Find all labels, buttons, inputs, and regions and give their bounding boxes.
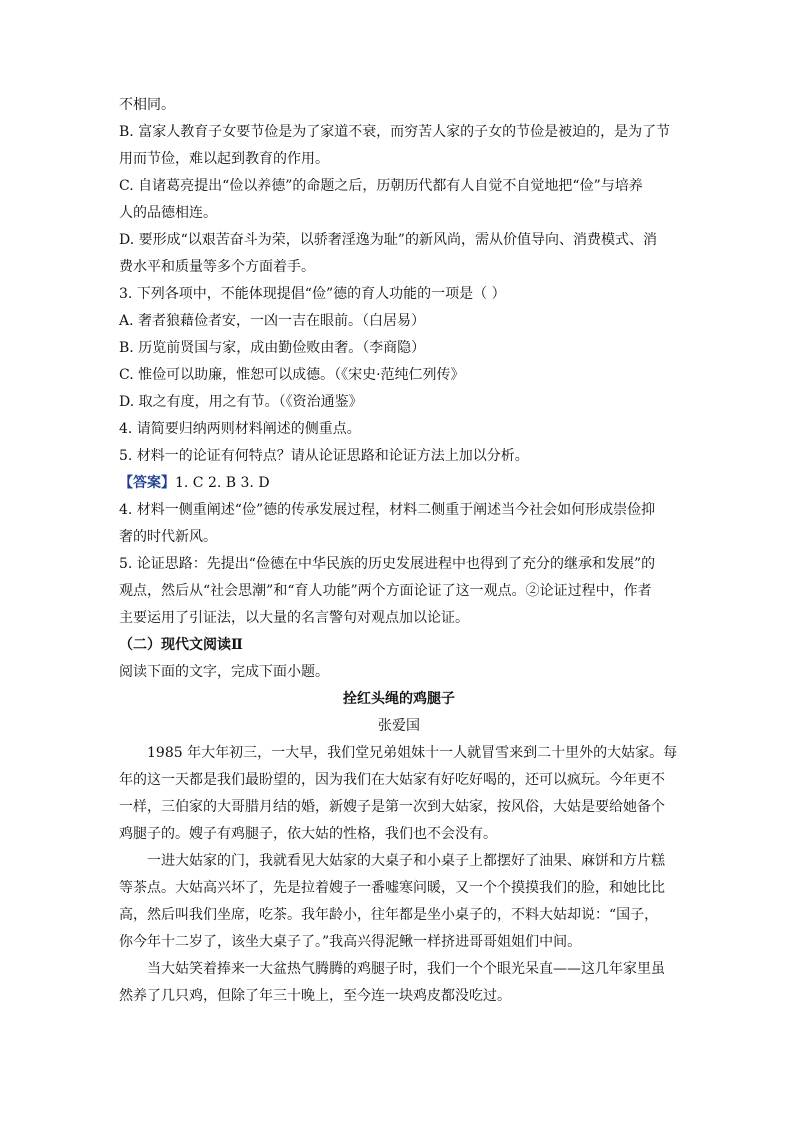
story-paragraph-1 [119, 740, 679, 848]
question-3-option-d: D. 取之有度，用之有节。（《资治通鉴》 [119, 394, 363, 410]
question-3-option-b: B. 历览前贤国与家，成由勤俭败由奢。（李商隐） [119, 340, 426, 356]
option-d-line: D. 要形成“以艰苦奋斗为荣，以骄奢淫逸为耻”的新风尚，需从价值导向、消费模式、消 [119, 232, 657, 248]
question-5: 5. 材料一的论证有何特点？请从论证思路和论证方法上加以分析。 [119, 448, 529, 464]
question-4: 4. 请简要归纳两则材料阐述的侧重点。 [119, 421, 361, 437]
question-3: 3. 下列各项中，不能体现提倡“俭”德的育人功能的一项是（ ） [119, 286, 506, 302]
answer-5-line: 观点，然后从“社会思潮”和“育人功能”两个方面论证了这一观点。②论证过程中，作者 [119, 583, 652, 599]
text-line: 用而节俭，难以起到教育的作用。 [119, 151, 329, 167]
answer-line [119, 470, 679, 497]
instruction: 阅读下面的文字，完成下面小题。 [119, 664, 329, 680]
paragraph-line: 高，然后叫我们坐席，吃茶。我年龄小，往年都是坐小桌子的，不料大姑却说：“国子， [119, 907, 659, 923]
answer-tag: 【答案】 [119, 475, 175, 491]
paragraph-line: 1985 年大年初三，一大早，我们堂兄弟姐妹十一人就冒雪来到二十里外的大姑家。每 [147, 745, 678, 761]
option-c-line: C. 自诸葛亮提出“俭以养德”的命题之后，历朝历代都有人自觉不自觉地把“俭”与培养 [119, 178, 643, 194]
text-line: 不相同。 [119, 97, 175, 113]
option-b-line: B. 富家人教育子女要节俭是为了家道不衰，而穷苦人家的子女的节俭是被迫的，是为了节 [119, 124, 671, 140]
answer-5-line: 5. 论证思路：先提出“俭德在中华民族的历史发展进程中也得到了充分的继承和发展”的 [119, 556, 656, 572]
document-body [119, 92, 679, 1010]
story-paragraph-3 [119, 956, 679, 1010]
section-heading: （二）现代文阅读Ⅱ [119, 637, 243, 653]
story-title: 拴红头绳的鸡腿子 [343, 691, 455, 707]
answer-4-line: 奢的时代新风。 [119, 529, 217, 545]
paragraph-line: 一进大姑家的门，我就看见大姑家的大桌子和小桌子上都摆好了油果、麻饼和方片糕 [147, 853, 665, 869]
paragraph-line: 然养了几只鸡，但除了年三十晚上，至今连一块鸡皮都没吃过。 [119, 988, 511, 1004]
text-line: 费水平和质量等多个方面着手。 [119, 259, 315, 275]
story-paragraph-2 [119, 848, 679, 956]
paragraph-line: 当大姑笑着捧来一大盆热气腾腾的鸡腿子时，我们一个个眼光呆直——这几年家里虽 [147, 961, 665, 977]
question-3-option-a: A. 奢者狼藉俭者安，一凶一吉在眼前。（白居易） [119, 313, 426, 329]
paragraph-line: 鸡腿子的。嫂子有鸡腿子，依大姑的性格，我们也不会没有。 [119, 826, 497, 842]
answer-5-line: 主要运用了引证法，以大量的名言警句对观点加以论证。 [119, 610, 469, 626]
paragraph-line: 等茶点。大姑高兴坏了，先是拉着嫂子一番嘘寒问暖，又一个个摸摸我们的脸，和她比比 [119, 880, 665, 896]
paragraph-line: 你今年十二岁了，该坐大桌子了。”我高兴得泥鳅一样挤进哥哥姐姐们中间。 [119, 934, 582, 950]
answer-4-line: 4. 材料一侧重阐述“俭”德的传承发展过程，材料二侧重于阐述当今社会如何形成崇俭抑 [119, 502, 656, 518]
question-3-option-c: C. 惟俭可以助廉，惟恕可以成德。（《宋史·范纯仁列传》 [119, 367, 465, 383]
answer-text: 1. C 2. B 3. D [175, 475, 270, 491]
paragraph-line: 年的这一天都是我们最盼望的，因为我们在大姑家有好吃好喝的，还可以疯玩。今年更不 [119, 772, 665, 788]
text-line: 人的品德相连。 [119, 205, 217, 221]
story-author: 张爱国 [378, 718, 420, 734]
paragraph-line: 一样，三伯家的大哥腊月结的婚，新嫂子是第一次到大姑家，按风俗，大姑是要给她备个 [119, 799, 665, 815]
